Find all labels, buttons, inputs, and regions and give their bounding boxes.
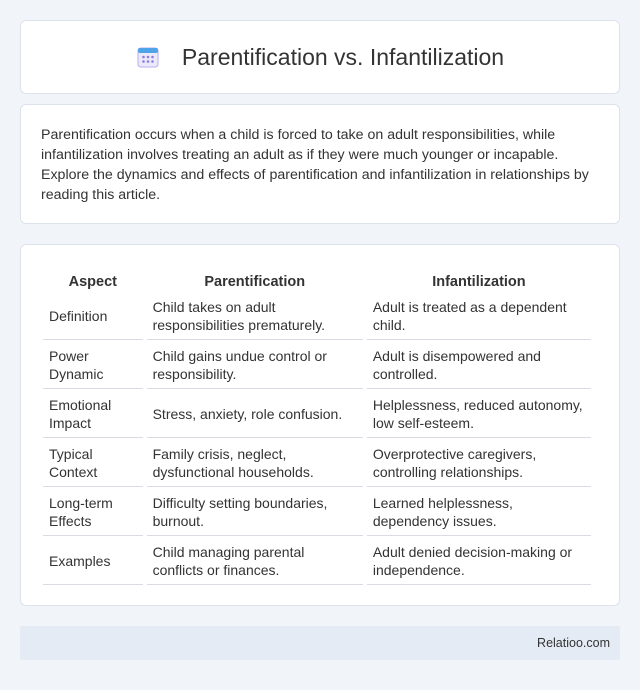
- row-parentification: Child takes on adult responsibilities prematurely.: [147, 293, 363, 340]
- row-infantilization: Overprotective caregivers, controlling relationships.: [367, 440, 591, 487]
- row-aspect: Power Dynamic: [43, 342, 143, 389]
- comparison-table: [39, 265, 595, 587]
- header-parentification: Parentification: [204, 274, 306, 290]
- header-aspect: Aspect: [68, 274, 117, 290]
- row-aspect: Examples: [43, 538, 143, 585]
- footer: [20, 626, 620, 660]
- table-row: [43, 342, 591, 389]
- row-parentification: Child managing parental conflicts or finances.: [147, 538, 363, 585]
- footer-brand-link[interactable]: Relatioo.com: [537, 636, 610, 650]
- table-row: [43, 538, 591, 585]
- header-infantilization: Infantilization: [432, 274, 526, 290]
- row-aspect: Definition: [43, 293, 143, 340]
- calendar-icon: [136, 45, 160, 69]
- row-parentification: Difficulty setting boundaries, burnout.: [147, 489, 363, 536]
- title-card: [20, 20, 620, 94]
- row-parentification: Family crisis, neglect, dysfunctional households.: [147, 440, 363, 487]
- row-aspect: Emotional Impact: [43, 391, 143, 438]
- table-row: [43, 391, 591, 438]
- table-header-row: [43, 267, 591, 291]
- intro-card: [20, 104, 620, 224]
- row-infantilization: Learned helplessness, dependency issues.: [367, 489, 591, 536]
- comparison-card: [20, 244, 620, 606]
- row-infantilization: Adult denied decision-making or independence.: [367, 538, 591, 585]
- row-aspect: Long-term Effects: [43, 489, 143, 536]
- row-aspect: Typical Context: [43, 440, 143, 487]
- table-row: [43, 440, 591, 487]
- row-parentification: Child gains undue control or responsibility.: [147, 342, 363, 389]
- row-infantilization: Adult is disempowered and controlled.: [367, 342, 591, 389]
- row-parentification: Stress, anxiety, role confusion.: [147, 391, 363, 438]
- table-row: [43, 489, 591, 536]
- table-row: [43, 293, 591, 340]
- row-infantilization: Adult is treated as a dependent child.: [367, 293, 591, 340]
- page-title: Parentification vs. Infantilization: [181, 43, 505, 70]
- intro-text: Parentification occurs when a child is forced to take on adult responsibilities, while infantilization involves treating an adult as if they were much younger or incapable. Explore the dynamics and effects of parentification and infantilization in relationships by reading this article.: [41, 127, 589, 203]
- row-infantilization: Helplessness, reduced autonomy, low self-esteem.: [367, 391, 591, 438]
